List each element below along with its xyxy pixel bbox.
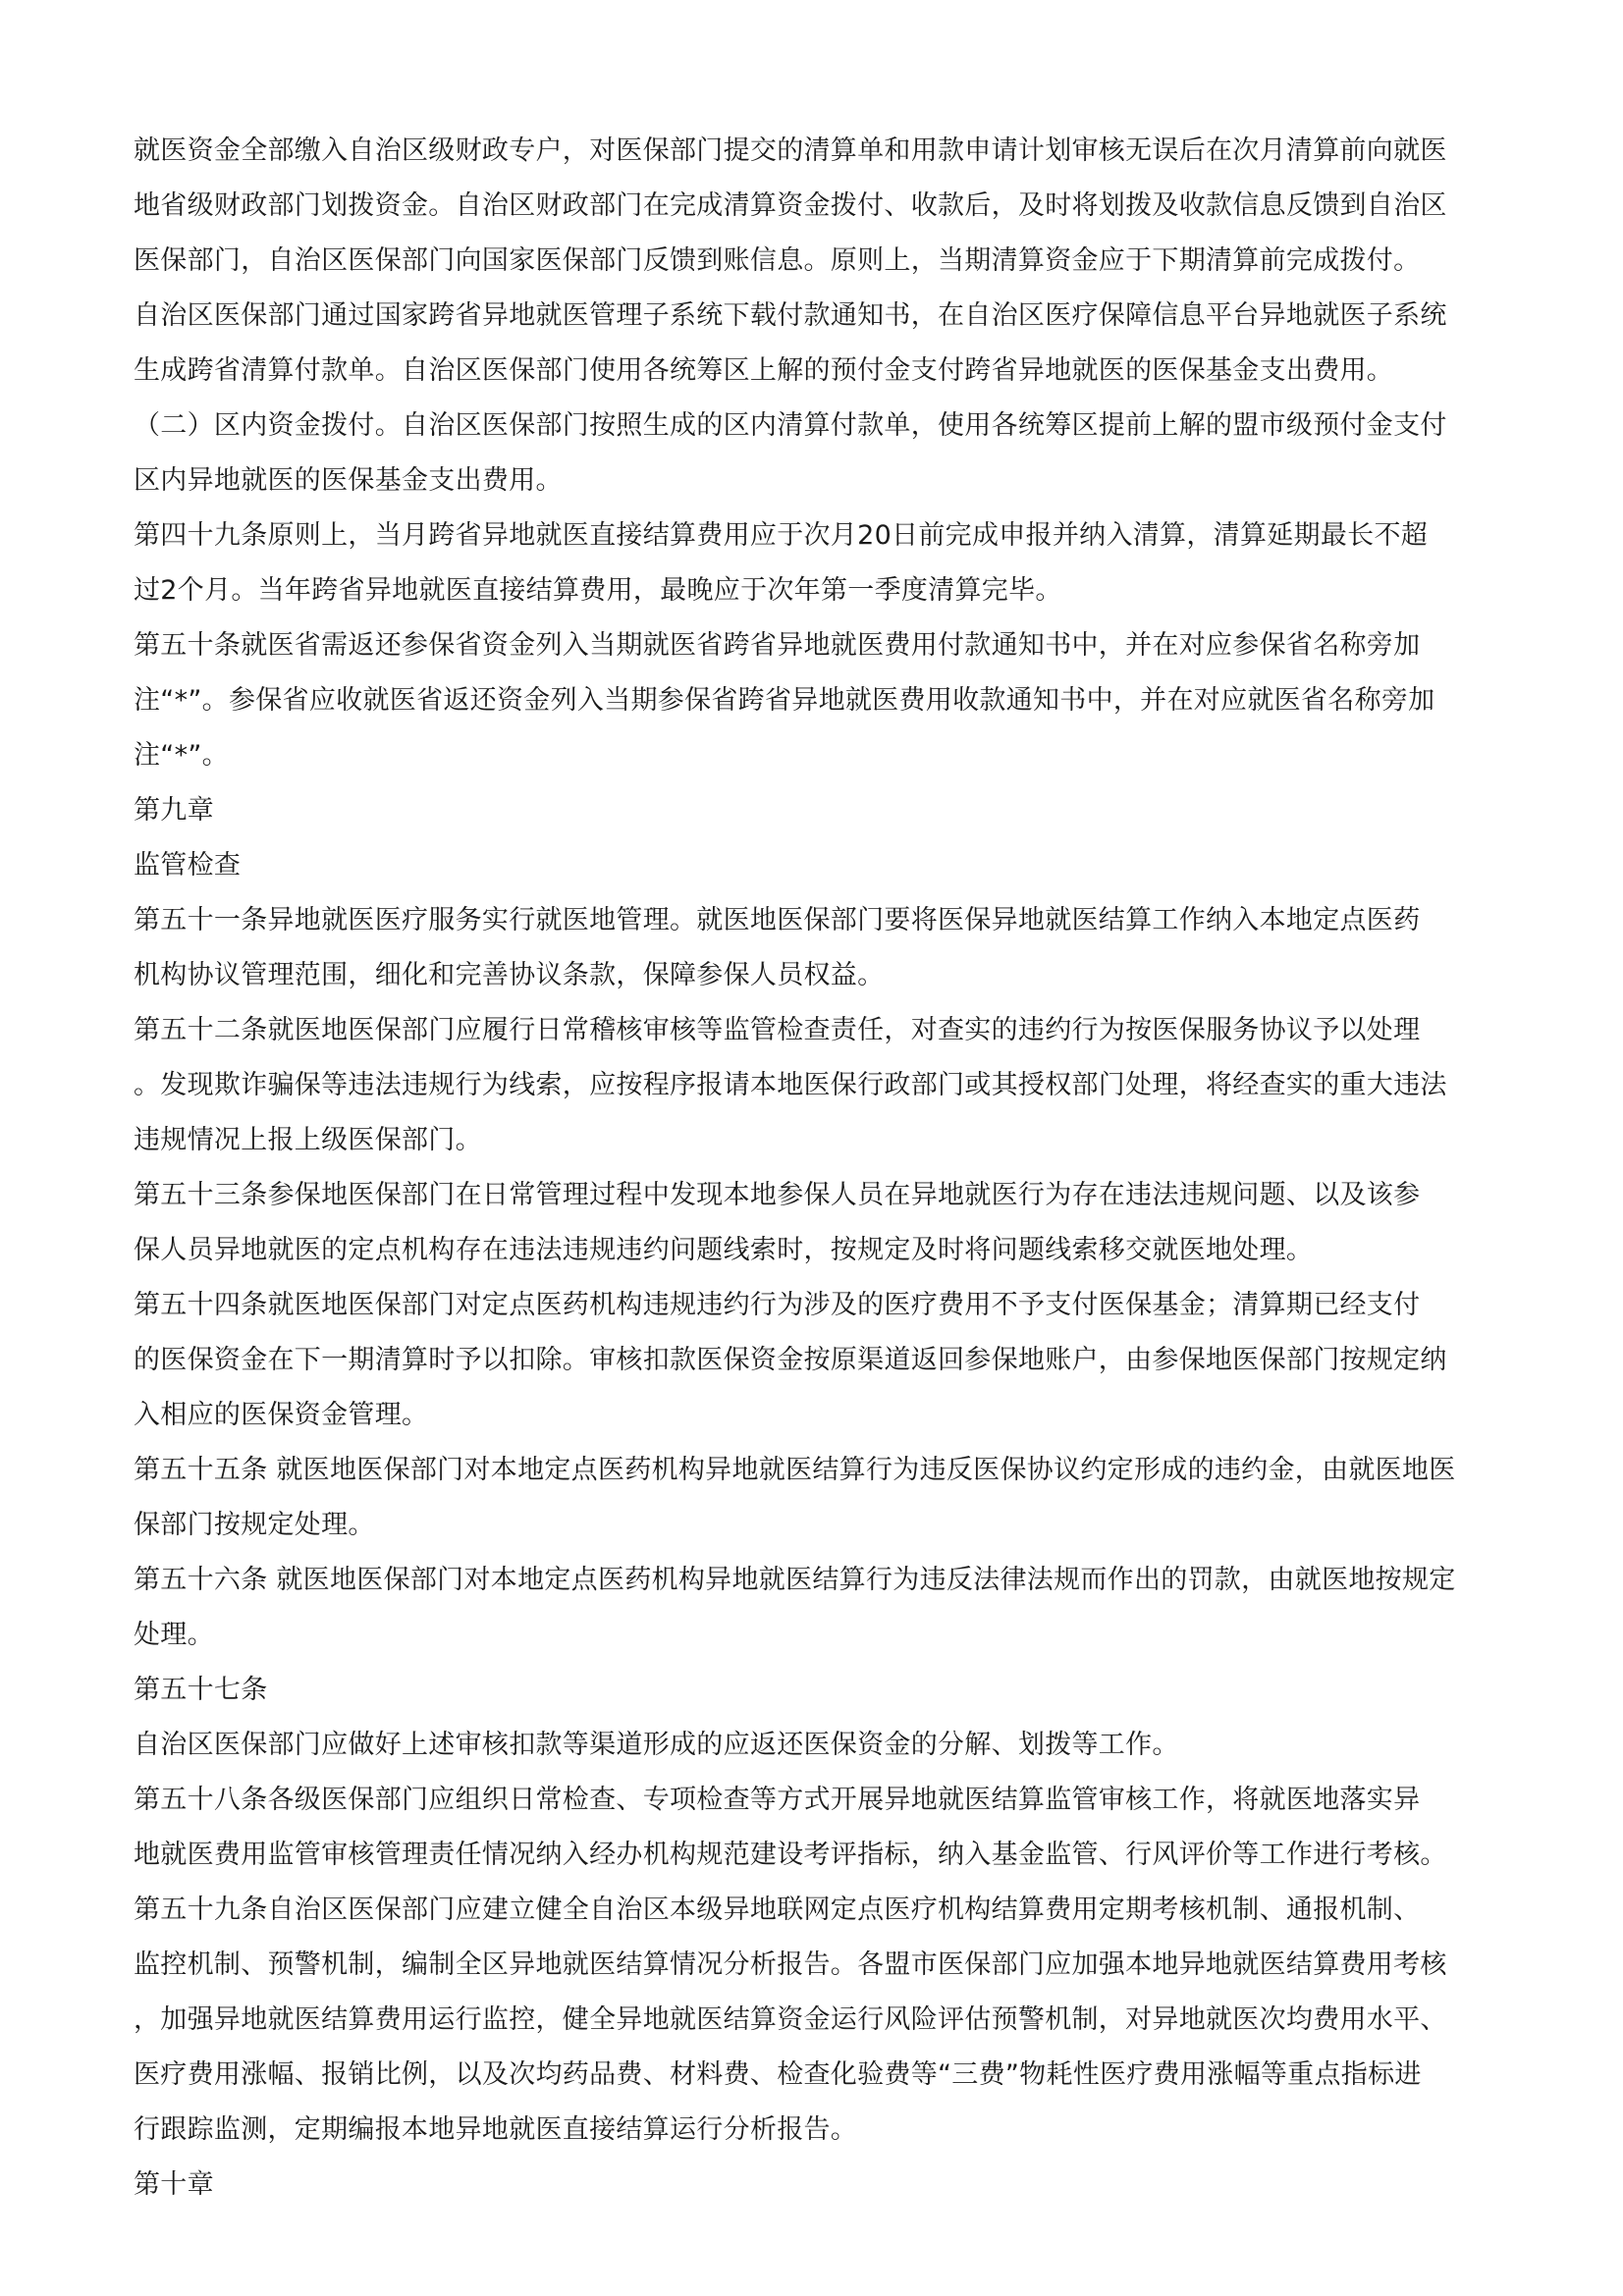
paragraph-line: 处理。 [134,1620,214,1650]
paragraph-line: 医疗费用涨幅、报销比例，以及次均药品费、材料费、检查化验费等“三费”物耗性医疗费用涨幅等重点指标进 [134,2059,1422,2090]
paragraph-line: 第四十九条原则上，当月跨省异地就医直接结算费用应于次月20日前完成申报并纳入清算，清算延期最长不超 [134,520,1429,551]
paragraph-line: 自治区医保部门通过国家跨省异地就医管理子系统下载付款通知书，在自治区医疗保障信息平台异地就医子系统 [134,300,1447,331]
paragraph-line: 注“*”。参保省应收就医省返还资金列入当期参保省跨省异地就医费用收款通知书中，并在对应就医省名称旁加 [134,685,1435,716]
paragraph-line: 。发现欺诈骗保等违法违规行为线索，应按程序报请本地医保行政部门或其授权部门处理，将经查实的重大违法 [134,1070,1447,1100]
paragraph-line: 第五十六条 就医地医保部门对本地定点医药机构异地就医结算行为违反法律法规而作出的罚款，由就医地按规定 [134,1565,1456,1595]
chapter-heading: 第九章 [134,795,214,826]
paragraph-line: 医保部门，自治区医保部门向国家医保部门反馈到账信息。原则上，当期清算资金应于下期清算前完成拨付。 [134,245,1421,276]
paragraph-line: 地就医费用监管审核管理责任情况纳入经办机构规范建设考评指标，纳入基金监管、行风评价等工作进行考核。 [134,1840,1447,1870]
paragraph-line: 自治区医保部门应做好上述审核扣款等渠道形成的应返还医保资金的分解、划拨等工作。 [134,1730,1179,1760]
paragraph-line: （二）区内资金拨付。自治区医保部门按照生成的区内清算付款单，使用各统筹区提前上解的盟市级预付金支付 [134,410,1447,441]
paragraph-line: ，加强异地就医结算费用运行监控，健全异地就医结算资金运行风险评估预警机制，对异地就医次均费用水平、 [134,2004,1447,2035]
chapter-title: 监管检查 [134,850,242,881]
paragraph-line: 第五十八条各级医保部门应组织日常检查、专项检查等方式开展异地就医结算监管审核工作，将就医地落实异 [134,1785,1421,1815]
paragraph-line: 第五十条就医省需返还参保省资金列入当期就医省跨省异地就医费用付款通知书中，并在对应参保省名称旁加 [134,630,1421,661]
paragraph-line: 违规情况上报上级医保部门。 [134,1125,482,1155]
document-page [134,124,1498,2213]
paragraph-line: 过2个月。当年跨省异地就医直接结算费用，最晚应于次年第一季度清算完毕。 [134,575,1062,606]
paragraph-line: 保人员异地就医的定点机构存在违法违规违约问题线索时，按规定及时将问题线索移交就医地处理。 [134,1235,1314,1265]
paragraph-line: 行跟踪监测，定期编报本地异地就医直接结算运行分析报告。 [134,2114,858,2145]
paragraph-line: 入相应的医保资金管理。 [134,1400,429,1430]
paragraph-line: 第五十一条异地就医医疗服务实行就医地管理。就医地医保部门要将医保异地就医结算工作纳入本地定点医药 [134,905,1421,935]
paragraph-line: 第五十五条 就医地医保部门对本地定点医药机构异地就医结算行为违反医保协议约定形成的违约金，由就医地医 [134,1455,1456,1485]
article-heading: 第五十七条 [134,1675,268,1705]
paragraph-line: 监控机制、预警机制，编制全区异地就医结算情况分析报告。各盟市医保部门应加强本地异地就医结算费用考核 [134,1949,1447,1980]
paragraph-line: 第五十九条自治区医保部门应建立健全自治区本级异地联网定点医疗机构结算费用定期考核机制、通报机制、 [134,1895,1421,1925]
paragraph-line: 地省级财政部门划拨资金。自治区财政部门在完成清算资金拨付、收款后，及时将划拨及收款信息反馈到自治区 [134,190,1447,221]
paragraph-line: 区内异地就医的医保基金支出费用。 [134,465,563,496]
paragraph-line: 保部门按规定处理。 [134,1510,375,1540]
chapter-heading: 第十章 [134,2169,214,2200]
paragraph-line: 生成跨省清算付款单。自治区医保部门使用各统筹区上解的预付金支付跨省异地就医的医保基金支出费用。 [134,355,1394,386]
paragraph-line: 第五十四条就医地医保部门对定点医药机构违规违约行为涉及的医疗费用不予支付医保基金；清算期已经支付 [134,1290,1421,1320]
paragraph-line: 第五十二条就医地医保部门应履行日常稽核审核等监管检查责任，对查实的违约行为按医保服务协议予以处理 [134,1015,1421,1045]
paragraph-line: 就医资金全部缴入自治区级财政专户，对医保部门提交的清算单和用款申请计划审核无误后在次月清算前向就医 [134,135,1447,166]
paragraph-line: 的医保资金在下一期清算时予以扣除。审核扣款医保资金按原渠道返回参保地账户，由参保地医保部门按规定纳 [134,1345,1447,1375]
paragraph-line: 第五十三条参保地医保部门在日常管理过程中发现本地参保人员在异地就医行为存在违法违规问题、以及该参 [134,1180,1421,1210]
paragraph-line: 机构协议管理范围，细化和完善协议条款，保障参保人员权益。 [134,960,885,990]
paragraph-line: 注“*”。 [134,740,229,771]
